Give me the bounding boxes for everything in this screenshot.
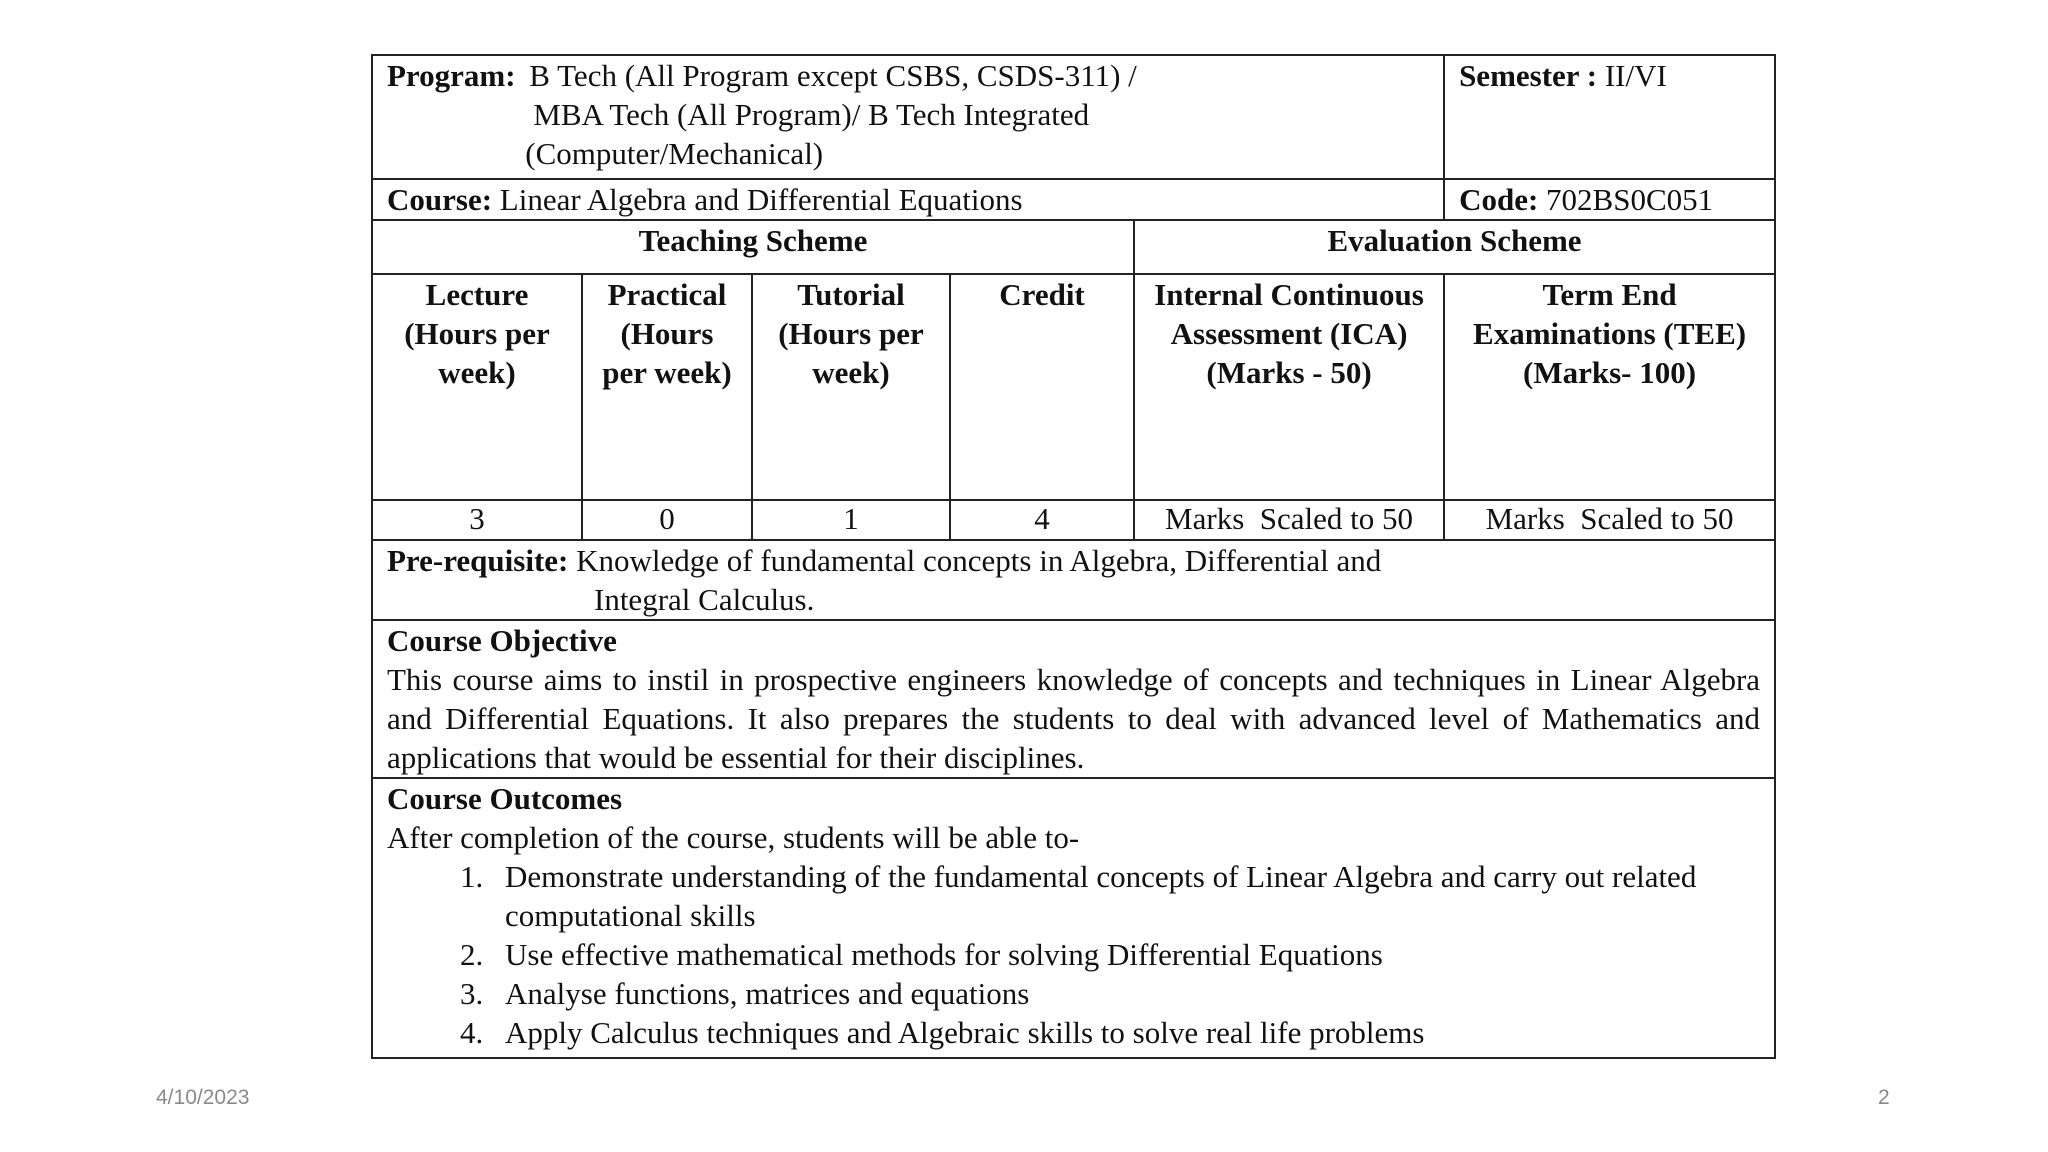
objective-row [372,620,1775,778]
col-credit: Credit [950,274,1134,500]
objective-title: Course Objective [387,623,617,658]
outcomes-list [387,857,1760,1052]
prerequisite-cell [372,540,1775,620]
program-line-1: B Tech (All Program except CSBS, CSDS-311) / [529,58,1137,93]
prerequisite-line-2: Integral Calculus. [594,582,815,617]
code-cell [1444,179,1775,220]
value-tee: Marks Scaled to 50 [1444,500,1775,540]
program-line-2: MBA Tech (All Program)/ B Tech Integrated [533,97,1090,132]
outcome-item: 1. Demonstrate understanding of the fundamental concepts of Linear Algebra and carry out related computational skills [491,857,1760,935]
col-ica: Internal Continuous Assessment (ICA) (Marks - 50) [1134,274,1444,500]
prerequisite-row [372,540,1775,620]
objective-text: This course aims to instil in prospective engineers knowledge of concepts and techniques in Linear Algebra and Differential Equations. It also prepares the students to deal with advanced level of Mathematics and applications that would be essential for their disciplines. [387,662,1761,775]
prerequisite-label: Pre-requisite: [387,543,569,578]
column-header-row [372,274,1775,500]
col-practical: Practical (Hours per week) [582,274,752,500]
outcomes-cell [372,778,1775,1058]
values-row [372,500,1775,540]
program-label: Program: [387,58,516,93]
program-line-3: (Computer/Mechanical) [525,136,824,171]
code-value: 702BS0C051 [1546,182,1714,217]
program-row [372,55,1775,179]
page-number: 2 [1878,1086,1890,1109]
outcome-item: 2. Use effective mathematical methods for solving Differential Equations [491,935,1760,974]
course-value: Linear Algebra and Differential Equations [499,182,1023,217]
code-label: Code: [1459,182,1539,217]
course-syllabus-table [371,54,1774,1059]
course-row [372,179,1775,220]
outcomes-title: Course Outcomes [387,781,623,816]
program-lines [525,56,1137,173]
footer-date: 4/10/2023 [156,1086,250,1109]
semester-value: II/VI [1604,58,1667,93]
semester-cell [1444,55,1775,179]
outcomes-row [372,778,1775,1058]
objective-cell [372,620,1775,778]
col-lecture: Lecture (Hours per week) [372,274,582,500]
syllabus-grid [371,54,1776,1059]
value-credit: 4 [950,500,1134,540]
outcomes-intro: After completion of the course, students will be able to- [387,820,1080,855]
value-lecture: 3 [372,500,582,540]
semester-label: Semester : [1459,58,1598,93]
value-tutorial: 1 [752,500,950,540]
col-tutorial: Tutorial (Hours per week) [752,274,950,500]
scheme-header-row [372,220,1775,274]
outcome-item: 3. Analyse functions, matrices and equations [491,974,1760,1013]
value-practical: 0 [582,500,752,540]
evaluation-scheme-header: Evaluation Scheme [1134,220,1775,274]
outcome-item: 4. Apply Calculus techniques and Algebraic skills to solve real life problems [491,1013,1760,1052]
course-label: Course: [387,182,493,217]
prerequisite-line-1: Knowledge of fundamental concepts in Algebra, Differential and [576,543,1382,578]
col-tee: Term End Examinations (TEE) (Marks- 100) [1444,274,1775,500]
program-cell [372,55,1444,179]
course-cell [372,179,1444,220]
value-ica: Marks Scaled to 50 [1134,500,1444,540]
teaching-scheme-header: Teaching Scheme [372,220,1134,274]
